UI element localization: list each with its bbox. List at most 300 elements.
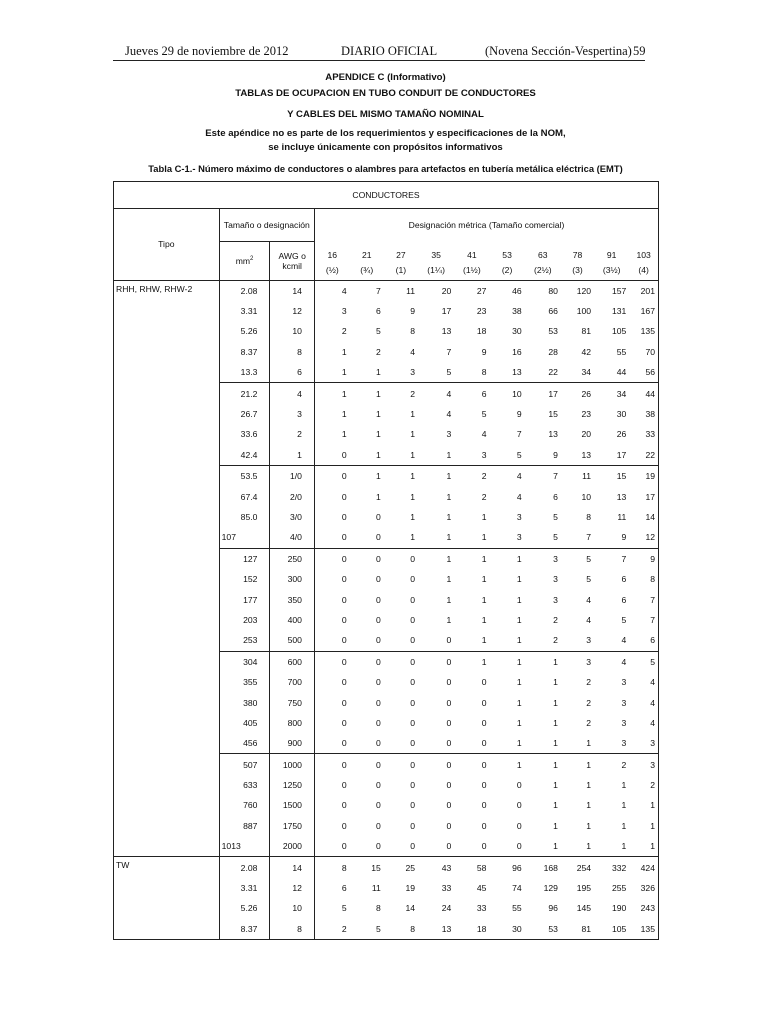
awg-cell: 8 — [270, 342, 315, 362]
conductor-count-cell: 1 — [586, 780, 592, 791]
conductor-count-cell: 9 — [410, 306, 415, 317]
awg-cell: 1500 — [270, 795, 315, 815]
metric-size-header: 53 — [502, 249, 512, 260]
conductor-count-cell: 0 — [376, 800, 381, 811]
conductor-count-cell: 1 — [553, 780, 558, 791]
conductor-count-cell: 1 — [481, 553, 487, 564]
conductor-count-cell: 0 — [384, 733, 418, 754]
conductor-count-cell: 190 — [611, 903, 627, 914]
conductor-count-cell: 11 — [371, 883, 381, 894]
conductor-count-cell: 8 — [376, 903, 381, 914]
conductor-count-cell: 1 — [446, 491, 452, 502]
mm-label: mm — [235, 255, 251, 266]
mm2-cell: 203 — [219, 610, 270, 630]
mm2-cell: 8.37 — [219, 919, 270, 940]
conductor-count-cell: 7 — [621, 553, 627, 564]
conductor-count-cell: 0 — [410, 800, 415, 811]
conductor-count-cell: 1 — [341, 409, 347, 420]
conductor-count-cell: 0 — [481, 759, 487, 770]
conductor-count-cell: 3 — [621, 717, 627, 728]
conductor-count-cell: 3 — [621, 677, 627, 688]
conductor-count-cell: 7 — [650, 594, 655, 605]
mm2-cell: 42.4 — [219, 445, 270, 466]
conductor-count-cell: 8 — [410, 326, 415, 337]
conductor-count-cell: 120 — [576, 285, 592, 296]
conductor-count-cell: 1 — [553, 820, 558, 831]
conductor-count-cell: 0 — [341, 574, 347, 585]
metric-size-header: 16 — [327, 249, 338, 260]
conductor-type-cell: RHH, RHW, RHW-2 — [114, 280, 220, 857]
awg-cell: 14 — [270, 857, 315, 878]
conductor-count-cell: 81 — [581, 923, 592, 934]
awg-cell: 4 — [270, 383, 315, 404]
conductor-count-cell: 6 — [621, 594, 627, 605]
conductor-count-cell: 13 — [489, 362, 524, 383]
conductor-count-cell: 1 — [650, 800, 655, 811]
awg-cell: 500 — [270, 630, 315, 651]
conductor-count-cell: 11 — [406, 285, 415, 296]
conductor-count-cell: 168 — [525, 857, 561, 878]
trade-size-header: (2½) — [525, 260, 561, 281]
designacion-header: Designación métrica (Tamaño comercial) — [408, 220, 565, 231]
conductor-count-cell: 1 — [384, 527, 418, 548]
conductor-count-cell: 13 — [548, 429, 558, 440]
mm-superscript: 2 — [250, 255, 254, 262]
conductor-count-cell: 1 — [516, 717, 522, 728]
conductor-count-cell: 33 — [476, 903, 487, 914]
conductor-count-cell: 9 — [516, 409, 522, 420]
conductor-count-cell: 0 — [481, 677, 487, 688]
conductor-count-cell: 4 — [446, 388, 452, 399]
metric-size-header: 35 — [431, 249, 441, 260]
conductor-count-cell: 105 — [611, 326, 627, 337]
conductor-count-cell: 0 — [410, 820, 415, 831]
conductor-count-cell: 1 — [410, 511, 415, 522]
conductor-count-cell: 1 — [586, 800, 592, 811]
conductor-count-cell: 1 — [621, 800, 627, 811]
awg-cell: 1 — [270, 445, 315, 466]
conductor-count-cell: 0 — [481, 800, 487, 811]
conductor-count-cell: 14 — [645, 511, 655, 522]
conductor-count-cell: 1 — [516, 677, 522, 688]
header-publication: DIARIO OFICIAL — [341, 44, 438, 58]
conductor-count-cell: 0 — [376, 656, 381, 667]
conductor-count-cell: 1 — [481, 511, 487, 522]
conductor-count-cell: 3 — [553, 553, 558, 564]
conductor-count-cell: 0 — [446, 717, 452, 728]
conductor-count-cell: 0 — [481, 717, 487, 728]
conductor-count-cell: 4 — [586, 614, 592, 625]
conductor-count-cell: 8 — [586, 511, 592, 522]
awg-header: AWG o kcmil — [270, 242, 315, 281]
mm2-cell: 253 — [219, 630, 270, 651]
conductor-count-cell: 4 — [481, 429, 487, 440]
conductor-count-cell: 0 — [418, 733, 454, 754]
mm2-cell: 507 — [219, 754, 270, 775]
conductor-count-cell: 0 — [341, 553, 347, 564]
conductor-count-cell: 0 — [350, 836, 384, 857]
conductor-count-cell: 96 — [548, 903, 558, 914]
trade-size-header: (¾) — [350, 260, 384, 281]
conductor-count-cell: 5 — [553, 511, 558, 522]
metric-size-header: 41 — [467, 249, 477, 260]
conductor-count-cell: 0 — [376, 553, 381, 564]
conductor-count-cell: 6 — [481, 388, 487, 399]
mm2-cell: 3.31 — [219, 878, 270, 898]
conductor-count-cell: 10 — [581, 491, 592, 502]
awg-cell: 12 — [270, 301, 315, 321]
conductor-count-cell: 0 — [350, 527, 384, 548]
conductor-count-cell: 1 — [481, 614, 487, 625]
conductor-count-cell: 22 — [629, 445, 658, 466]
conductor-count-cell: 34 — [616, 388, 627, 399]
conductor-count-cell: 1 — [314, 362, 349, 383]
conductor-count-cell: 2 — [525, 630, 561, 651]
conductor-count-cell: 0 — [410, 677, 415, 688]
conductor-count-cell: 0 — [418, 630, 454, 651]
table-row — [114, 280, 659, 301]
conductor-count-cell: 5 — [489, 445, 524, 466]
conductor-count-cell: 332 — [594, 857, 629, 878]
awg-cell: 2/0 — [270, 486, 315, 506]
conductor-count-cell: 1 — [516, 594, 522, 605]
conductor-count-cell: 1 — [594, 836, 629, 857]
conductor-count-cell: 4 — [516, 491, 522, 502]
conductor-count-cell: 1 — [553, 717, 558, 728]
conductor-count-cell: 8 — [410, 923, 415, 934]
conductor-count-cell: 0 — [350, 630, 384, 651]
conductor-count-cell: 1 — [446, 553, 452, 564]
conductor-count-cell: 1 — [481, 656, 487, 667]
conductor-count-cell: 4 — [516, 471, 522, 482]
mm2-cell: 67.4 — [219, 486, 270, 506]
conductor-count-cell: 4 — [621, 656, 627, 667]
conductor-count-cell: 243 — [640, 903, 655, 914]
conductor-count-cell: 326 — [640, 883, 655, 894]
conductor-count-cell: 7 — [376, 285, 381, 296]
conductor-count-cell: 0 — [341, 614, 347, 625]
conductor-count-cell: 0 — [376, 759, 381, 770]
trade-size-header: (3½) — [594, 260, 629, 281]
conductor-count-cell: 1 — [376, 388, 381, 399]
conductor-count-cell: 8 — [454, 362, 489, 383]
mm2-cell: 152 — [219, 569, 270, 589]
mm2-cell: 13.3 — [219, 362, 270, 383]
mm2-cell: 304 — [219, 651, 270, 672]
conductor-count-cell: 0 — [314, 733, 349, 754]
conductor-count-cell: 424 — [629, 857, 658, 878]
conductor-count-cell: 7 — [650, 614, 655, 625]
mm2-header — [219, 242, 270, 281]
conductor-count-cell: 0 — [376, 614, 381, 625]
trade-size-header: (1¼) — [418, 260, 454, 281]
mm2-cell: 107 — [219, 527, 270, 548]
conductor-count-cell: 11 — [582, 471, 592, 482]
conductor-count-cell: 0 — [410, 697, 415, 708]
conductor-fill-table — [113, 181, 659, 940]
conductor-count-cell: 0 — [341, 759, 347, 770]
conductor-count-cell: 30 — [512, 923, 522, 934]
conductor-count-cell: 2 — [650, 780, 655, 791]
conductor-count-cell: 5 — [341, 903, 347, 914]
conductor-count-cell: 0 — [341, 656, 347, 667]
conductor-count-cell: 4 — [586, 594, 592, 605]
conductor-count-cell: 15 — [548, 409, 558, 420]
conductor-count-cell: 3 — [553, 594, 558, 605]
conductor-count-cell: 17 — [548, 388, 558, 399]
mm2-cell: 127 — [219, 548, 270, 569]
conductor-count-cell: 3 — [516, 511, 522, 522]
conductor-count-cell: 1 — [341, 346, 347, 357]
conductor-count-cell: 1 — [454, 630, 489, 651]
conductor-count-cell: 17 — [594, 445, 629, 466]
conductor-count-cell: 0 — [410, 717, 415, 728]
conductor-count-cell: 3 — [553, 574, 558, 585]
conductor-count-cell: 2 — [553, 614, 558, 625]
conductor-count-cell: 0 — [376, 574, 381, 585]
conductor-count-cell: 70 — [645, 346, 655, 357]
awg-cell: 400 — [270, 610, 315, 630]
mm2-cell: 5.26 — [219, 321, 270, 341]
conductor-count-cell: 0 — [376, 594, 381, 605]
mm2-cell: 85.0 — [219, 507, 270, 527]
conductor-count-cell: 131 — [611, 306, 627, 317]
awg-cell: 1000 — [270, 754, 315, 775]
conductor-count-cell: 4 — [650, 717, 655, 728]
conductor-count-cell: 81 — [581, 326, 592, 337]
trade-size-header: (2) — [489, 260, 524, 281]
conductor-count-cell: 2 — [586, 717, 592, 728]
conductor-count-cell: 0 — [341, 697, 347, 708]
conductor-count-cell: 96 — [489, 857, 524, 878]
metric-size-header: 103 — [636, 249, 651, 260]
conductor-count-cell: 80 — [548, 285, 558, 296]
conductor-count-cell: 0 — [446, 677, 452, 688]
conductor-count-cell: 7 — [553, 471, 558, 482]
conductor-count-cell: 3 — [629, 733, 658, 754]
conductor-count-cell: 0 — [384, 630, 418, 651]
conductor-count-cell: 1 — [561, 733, 594, 754]
conductor-count-cell: 53 — [548, 326, 558, 337]
conductor-count-cell: 5 — [376, 923, 381, 934]
conductor-count-cell: 16 — [512, 346, 522, 357]
conductor-count-cell: 19 — [645, 471, 655, 482]
conductor-count-cell: 2 — [376, 346, 381, 357]
awg-cell: 3 — [270, 404, 315, 424]
conductor-count-cell: 1 — [481, 574, 487, 585]
conductor-count-cell: 24 — [441, 903, 452, 914]
conductor-count-cell: 0 — [481, 780, 487, 791]
awg-cell: 6 — [270, 362, 315, 383]
conductor-type-cell: TW — [114, 857, 220, 940]
conductor-count-cell: 1 — [553, 656, 558, 667]
conductor-count-cell: 55 — [616, 346, 627, 357]
conductor-count-cell: 195 — [576, 883, 592, 894]
awg-cell: 2 — [270, 424, 315, 444]
conductor-count-cell: 105 — [611, 923, 627, 934]
conductor-count-cell: 8 — [650, 574, 655, 585]
conductor-count-cell: 44 — [645, 388, 655, 399]
awg-cell: 250 — [270, 548, 315, 569]
awg-cell: 750 — [270, 692, 315, 712]
awg-cell: 1250 — [270, 775, 315, 795]
conductor-count-cell: 2 — [341, 923, 347, 934]
tamano-header: Tamaño o designación — [219, 209, 314, 242]
conductor-count-cell: 1 — [410, 429, 415, 440]
conductor-count-cell: 6 — [341, 883, 347, 894]
metric-size-header: 63 — [538, 249, 548, 260]
awg-cell: 900 — [270, 733, 315, 754]
mm2-cell: 2.08 — [219, 857, 270, 878]
conductor-count-cell: 1 — [629, 836, 658, 857]
conductores-header: CONDUCTORES — [114, 182, 659, 209]
trade-size-header: (1) — [384, 260, 418, 281]
awg-cell: 10 — [270, 321, 315, 341]
conductor-count-cell: 145 — [576, 903, 592, 914]
conductor-count-cell: 2 — [586, 697, 592, 708]
mm2-cell: 887 — [219, 816, 270, 836]
conductor-count-cell: 0 — [410, 656, 415, 667]
conductor-count-cell: 33 — [645, 429, 655, 440]
conductor-count-cell: 44 — [594, 362, 629, 383]
awg-cell: 10 — [270, 898, 315, 918]
conductor-count-cell: 0 — [376, 780, 381, 791]
conductor-count-cell: 1 — [376, 471, 381, 482]
conductor-count-cell: 5 — [621, 614, 627, 625]
conductor-count-cell: 0 — [418, 836, 454, 857]
conductor-count-cell: 0 — [489, 836, 524, 857]
awg-cell: 4/0 — [270, 527, 315, 548]
conductor-count-cell: 2 — [481, 491, 487, 502]
conductor-count-cell: 3 — [561, 630, 594, 651]
metric-size-header: 21 — [361, 249, 372, 260]
conductor-count-cell: 43 — [418, 857, 454, 878]
conductor-count-cell: 18 — [476, 923, 487, 934]
conductor-count-cell: 0 — [341, 780, 347, 791]
conductor-count-cell: 33 — [441, 883, 452, 894]
conductor-count-cell: 0 — [341, 820, 347, 831]
conductor-count-cell: 0 — [410, 759, 415, 770]
conductor-count-cell: 135 — [640, 326, 655, 337]
conductor-count-cell: 1 — [376, 491, 381, 502]
conductor-count-cell: 3 — [489, 527, 524, 548]
conductor-count-cell: 0 — [341, 471, 347, 482]
conductor-count-cell: 26 — [616, 429, 627, 440]
appendix-note-1: Este apéndice no es parte de los requerimientos y especificaciones de la NOM, — [205, 128, 566, 139]
appendix-subtitle-2: Y CABLES DEL MISMO TAMAÑO NOMINAL — [287, 109, 484, 120]
header-date: Jueves 29 de noviembre de 2012 — [125, 44, 289, 58]
conductor-count-cell: 2 — [481, 471, 487, 482]
conductor-count-cell: 167 — [640, 306, 655, 317]
conductor-count-cell: 1 — [418, 527, 454, 548]
conductor-count-cell: 0 — [446, 697, 452, 708]
conductor-count-cell: 5 — [650, 656, 655, 667]
conductor-count-cell: 1 — [525, 836, 561, 857]
conductor-count-cell: 17 — [441, 306, 452, 317]
conductor-count-cell: 1 — [376, 429, 381, 440]
conductor-count-cell: 0 — [481, 697, 487, 708]
awg-cell: 8 — [270, 919, 315, 940]
awg-cell: 1/0 — [270, 466, 315, 487]
mm2-cell: 1013 — [219, 836, 270, 857]
conductor-count-cell: 8 — [314, 857, 349, 878]
conductor-count-cell: 14 — [405, 903, 415, 914]
conductor-count-cell: 1 — [410, 491, 415, 502]
conductor-count-cell: 22 — [525, 362, 561, 383]
mm2-cell: 53.5 — [219, 466, 270, 487]
conductor-count-cell: 4 — [594, 630, 629, 651]
conductor-count-cell: 1 — [516, 697, 522, 708]
conductor-count-cell: 1 — [454, 527, 489, 548]
conductor-count-cell: 3 — [650, 759, 655, 770]
conductor-count-cell: 6 — [376, 306, 381, 317]
conductor-count-cell: 0 — [376, 511, 381, 522]
conductor-count-cell: 0 — [341, 717, 347, 728]
conductor-count-cell: 10 — [512, 388, 522, 399]
mm2-cell: 380 — [219, 692, 270, 712]
conductor-count-cell: 1 — [376, 409, 381, 420]
appendix-subtitle-1: TABLAS DE OCUPACION EN TUBO CONDUIT DE CONDUCTORES — [235, 88, 536, 99]
awg-cell: 3/0 — [270, 507, 315, 527]
conductor-count-cell: 1 — [410, 471, 415, 482]
trade-size-header: (4) — [629, 260, 658, 281]
conductor-count-cell: 0 — [376, 717, 381, 728]
trade-size-header: (1½) — [454, 260, 489, 281]
conductor-count-cell: 58 — [454, 857, 489, 878]
conductor-count-cell: 0 — [384, 836, 418, 857]
conductor-count-cell: 23 — [476, 306, 487, 317]
conductor-count-cell: 1 — [446, 614, 452, 625]
conductor-count-cell: 23 — [581, 409, 592, 420]
conductor-count-cell: 0 — [376, 697, 381, 708]
conductor-count-cell: 0 — [341, 511, 347, 522]
conductor-count-cell: 1 — [341, 429, 347, 440]
conductor-count-cell: 3 — [586, 656, 592, 667]
conductor-count-cell: 15 — [350, 857, 384, 878]
conductor-count-cell: 38 — [512, 306, 522, 317]
conductor-count-cell: 4 — [650, 697, 655, 708]
conductor-count-cell: 6 — [621, 574, 627, 585]
conductor-count-cell: 1 — [481, 594, 487, 605]
conductor-count-cell: 28 — [548, 346, 558, 357]
appendix-note-2: se incluye únicamente con propósitos informativos — [268, 142, 503, 153]
conductor-count-cell: 255 — [611, 883, 627, 894]
metric-size-header: 78 — [572, 249, 583, 260]
mm2-cell: 633 — [219, 775, 270, 795]
conductor-count-cell: 11 — [617, 511, 627, 522]
conductor-count-cell: 1 — [384, 445, 418, 466]
conductor-count-cell: 1 — [621, 820, 627, 831]
conductor-count-cell: 5 — [376, 326, 381, 337]
mm2-cell: 21.2 — [219, 383, 270, 404]
conductor-count-cell: 7 — [561, 527, 594, 548]
mm2-cell: 3.31 — [219, 301, 270, 321]
conductor-count-cell: 3 — [594, 733, 629, 754]
conductor-count-cell: 0 — [341, 800, 347, 811]
awg-cell: 350 — [270, 589, 315, 609]
conductor-count-cell: 0 — [341, 491, 347, 502]
conductor-count-cell: 0 — [314, 527, 349, 548]
conductor-count-cell: 1 — [410, 409, 415, 420]
conductor-count-cell: 3 — [621, 697, 627, 708]
mm2-cell: 760 — [219, 795, 270, 815]
conductor-count-cell: 0 — [516, 780, 522, 791]
metric-size-header: 91 — [606, 249, 617, 260]
conductor-count-cell: 100 — [576, 306, 592, 317]
conductor-count-cell: 2 — [341, 326, 347, 337]
table-row — [114, 857, 659, 878]
conductor-count-cell: 18 — [476, 326, 487, 337]
